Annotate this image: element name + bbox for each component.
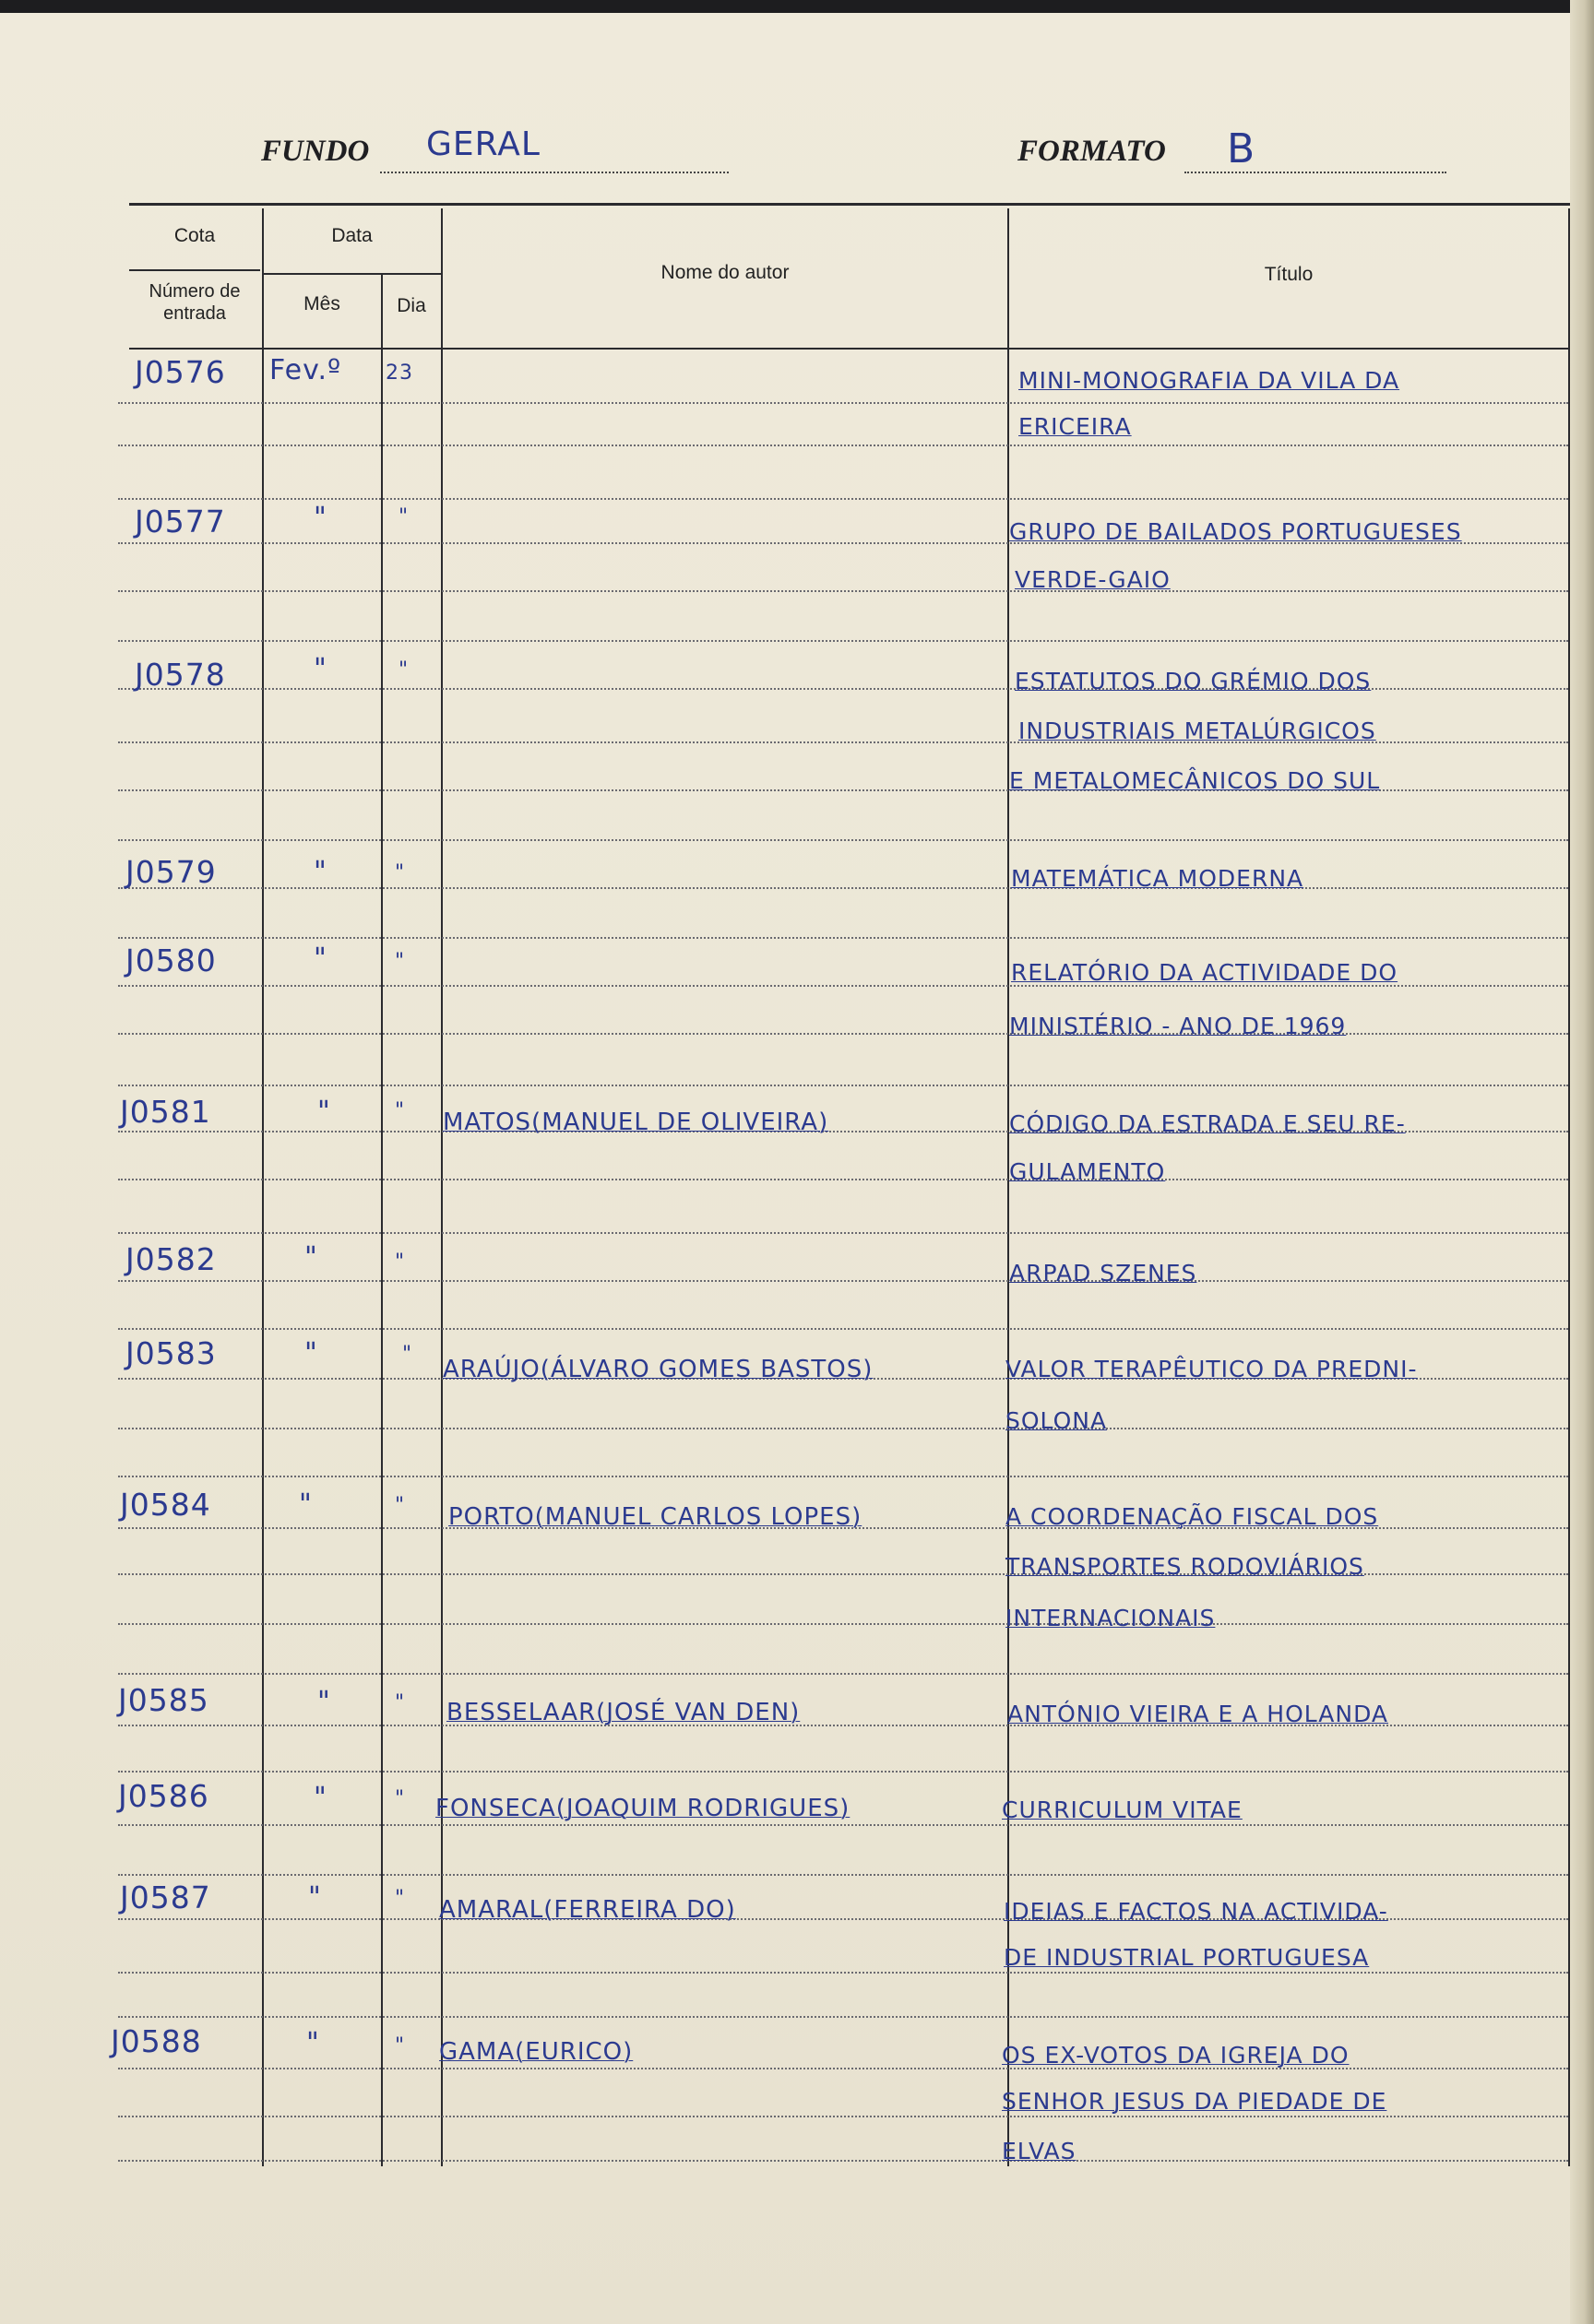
- entry-mes: ": [306, 2027, 320, 2059]
- entry-numero: J0580: [125, 943, 217, 978]
- col-header-data: Data: [331, 225, 373, 246]
- entry-numero: J0577: [135, 504, 226, 540]
- entry-titulo-line: ARPAD SZENES: [1009, 1260, 1197, 1286]
- entry-mes: ": [304, 1337, 318, 1370]
- entry-autor: PORTO(MANUEL CARLOS LOPES): [448, 1503, 862, 1531]
- entry-dia: ": [395, 1251, 406, 1274]
- entry-autor: FONSECA(JOAQUIM RODRIGUES): [435, 1795, 851, 1822]
- entry-numero: J0581: [120, 1094, 211, 1130]
- entry-numero: J0586: [118, 1778, 209, 1814]
- ruled-line: [118, 2068, 1568, 2069]
- cota-divider: [129, 269, 260, 271]
- entry-numero: J0582: [125, 1241, 217, 1277]
- entry-mes: ": [314, 943, 327, 975]
- ruled-line: [118, 887, 1568, 889]
- ruled-line: [118, 1085, 1568, 1086]
- scan-top-edge: [0, 0, 1594, 13]
- entry-numero: J0576: [135, 354, 226, 390]
- entry-autor: BESSELAAR(JOSÉ VAN DEN): [446, 1699, 801, 1726]
- entry-dia: ": [395, 1691, 406, 1714]
- entry-titulo-line: ELVAS: [1002, 2138, 1077, 2164]
- entry-autor: ARAÚJO(ÁLVARO GOMES BASTOS): [443, 1356, 874, 1383]
- entry-numero: J0585: [118, 1682, 209, 1718]
- formato-line: [1184, 172, 1446, 173]
- entry-numero: J0588: [111, 2023, 202, 2059]
- entry-numero: J0578: [135, 657, 226, 693]
- entry-dia: ": [395, 1494, 406, 1517]
- ruled-line: [118, 1280, 1568, 1282]
- ruled-line: [118, 839, 1568, 841]
- entry-dia: ": [395, 950, 406, 973]
- formato-label: FORMATO: [1017, 135, 1166, 168]
- entry-titulo-line: INDUSTRIAIS METALÚRGICOS: [1018, 717, 1376, 744]
- ruled-line: [118, 1033, 1568, 1035]
- entry-mes: ": [314, 1782, 327, 1814]
- ruled-line: [118, 590, 1568, 592]
- entry-dia: ": [395, 861, 406, 884]
- entry-titulo-line: VALOR TERAPÊUTICO DA PREDNI-: [1005, 1356, 1418, 1382]
- entry-titulo-line: RELATÓRIO DA ACTIVIDADE DO: [1011, 959, 1398, 986]
- col-header-cota: Cota: [173, 225, 216, 246]
- entry-titulo-line: A COORDENAÇÃO FISCAL DOS: [1005, 1503, 1379, 1530]
- ruled-line: [118, 1874, 1568, 1876]
- entry-mes: ": [299, 1488, 313, 1521]
- entry-titulo-line: VERDE-GAIO: [1015, 566, 1171, 593]
- entry-autor: GAMA(EURICO): [439, 2038, 634, 2066]
- col-line-2: [381, 273, 383, 2166]
- entry-mes: ": [304, 1241, 318, 1274]
- fundo-line: [380, 172, 729, 173]
- ruled-line: [118, 2160, 1568, 2162]
- entry-dia: ": [395, 1787, 406, 1810]
- entry-dia: ": [395, 1887, 406, 1910]
- entry-titulo-line: ANTÓNIO VIEIRA E A HOLANDA: [1007, 1701, 1388, 1727]
- col-header-titulo: Título: [1264, 264, 1314, 285]
- entry-titulo-line: GULAMENTO: [1009, 1158, 1166, 1185]
- ruled-line: [118, 640, 1568, 642]
- entry-titulo-line: GRUPO DE BAILADOS PORTUGUESES: [1009, 518, 1462, 545]
- entry-dia: ": [398, 658, 410, 682]
- entry-titulo-line: INTERNACIONAIS: [1005, 1605, 1216, 1631]
- entry-titulo-line: E METALOMECÂNICOS DO SUL: [1009, 767, 1381, 794]
- entry-dia: ": [395, 1099, 406, 1122]
- ruled-line: [118, 1972, 1568, 1974]
- ruled-line: [118, 2016, 1568, 2018]
- entry-titulo-line: ESTATUTOS DO GRÉMIO DOS: [1015, 668, 1372, 694]
- formato-value: B: [1227, 125, 1256, 172]
- ruled-line: [118, 1179, 1568, 1180]
- entry-titulo-line: DE INDUSTRIAL PORTUGUESA: [1004, 1944, 1370, 1971]
- entry-autor: MATOS(MANUEL DE OLIVEIRA): [443, 1109, 829, 1136]
- entry-titulo-line: TRANSPORTES RODOVIÁRIOS: [1005, 1553, 1364, 1580]
- table-top-border: [129, 203, 1570, 206]
- entry-dia: ": [398, 505, 410, 528]
- entry-dia: ": [402, 1343, 413, 1366]
- ruled-line: [118, 1328, 1568, 1330]
- entry-numero: J0584: [120, 1487, 211, 1523]
- ruled-line: [118, 445, 1568, 446]
- entry-numero: J0579: [125, 854, 217, 890]
- ruled-line: [118, 1673, 1568, 1675]
- entry-titulo-line: SOLONA: [1005, 1407, 1108, 1434]
- ruled-line: [118, 937, 1568, 939]
- entry-mes: ": [314, 856, 327, 888]
- entry-titulo-line: CÓDIGO DA ESTRADA E SEU RE-: [1009, 1110, 1406, 1137]
- col-line-5: [1568, 208, 1570, 2166]
- ruled-line: [118, 1232, 1568, 1234]
- entry-numero: J0583: [125, 1335, 217, 1371]
- col-line-3: [441, 208, 443, 2166]
- header-bottom-border: [129, 348, 1570, 350]
- ruled-line: [118, 1824, 1568, 1826]
- entry-autor: AMARAL(FERREIRA DO): [439, 1896, 736, 1924]
- entry-mes: ": [308, 1881, 322, 1914]
- entry-titulo-line: OS EX-VOTOS DA IGREJA DO: [1002, 2042, 1350, 2069]
- ruled-line: [118, 1771, 1568, 1773]
- entry-mes: ": [314, 502, 327, 534]
- book-right-edge: [1570, 0, 1594, 2324]
- entry-mes: Fev.º: [269, 354, 342, 386]
- register-page: [0, 13, 1570, 2324]
- entry-titulo-line: SENHOR JESUS DA PIEDADE DE: [1002, 2088, 1387, 2115]
- data-divider: [263, 273, 441, 275]
- ruled-line: [118, 1476, 1568, 1477]
- ruled-line: [118, 498, 1568, 500]
- fundo-label: FUNDO: [261, 135, 370, 168]
- ruled-line: [118, 2116, 1568, 2117]
- col-line-4: [1007, 208, 1009, 2166]
- entry-dia: ": [395, 2034, 406, 2057]
- ruled-line: [118, 402, 1568, 404]
- col-header-dia: Dia: [397, 295, 426, 316]
- entry-titulo-line: MATEMÁTICA MODERNA: [1011, 865, 1304, 892]
- entry-titulo-line: CURRICULUM VITAE: [1002, 1796, 1243, 1823]
- entry-numero: J0587: [120, 1879, 211, 1915]
- entry-mes: ": [314, 653, 327, 685]
- col-header-autor: Nome do autor: [660, 262, 790, 283]
- entry-titulo-line: ERICEIRA: [1018, 413, 1132, 440]
- ruled-line: [118, 1623, 1568, 1625]
- col-line-1: [262, 208, 264, 2166]
- entry-mes: ": [317, 1096, 331, 1128]
- entry-titulo-line: MINISTÉRIO - ANO DE 1969: [1009, 1013, 1347, 1039]
- col-header-mes: Mês: [303, 293, 340, 314]
- fundo-value: GERAL: [426, 125, 541, 163]
- col-header-numero: Número de entrada: [149, 281, 241, 324]
- entry-titulo-line: IDEIAS E FACTOS NA ACTIVIDA-: [1004, 1898, 1388, 1925]
- entry-titulo-line: MINI-MONOGRAFIA DA VILA DA: [1018, 367, 1400, 394]
- entry-dia: 23: [386, 362, 413, 385]
- entry-mes: ": [317, 1686, 331, 1718]
- ruled-line: [118, 1428, 1568, 1429]
